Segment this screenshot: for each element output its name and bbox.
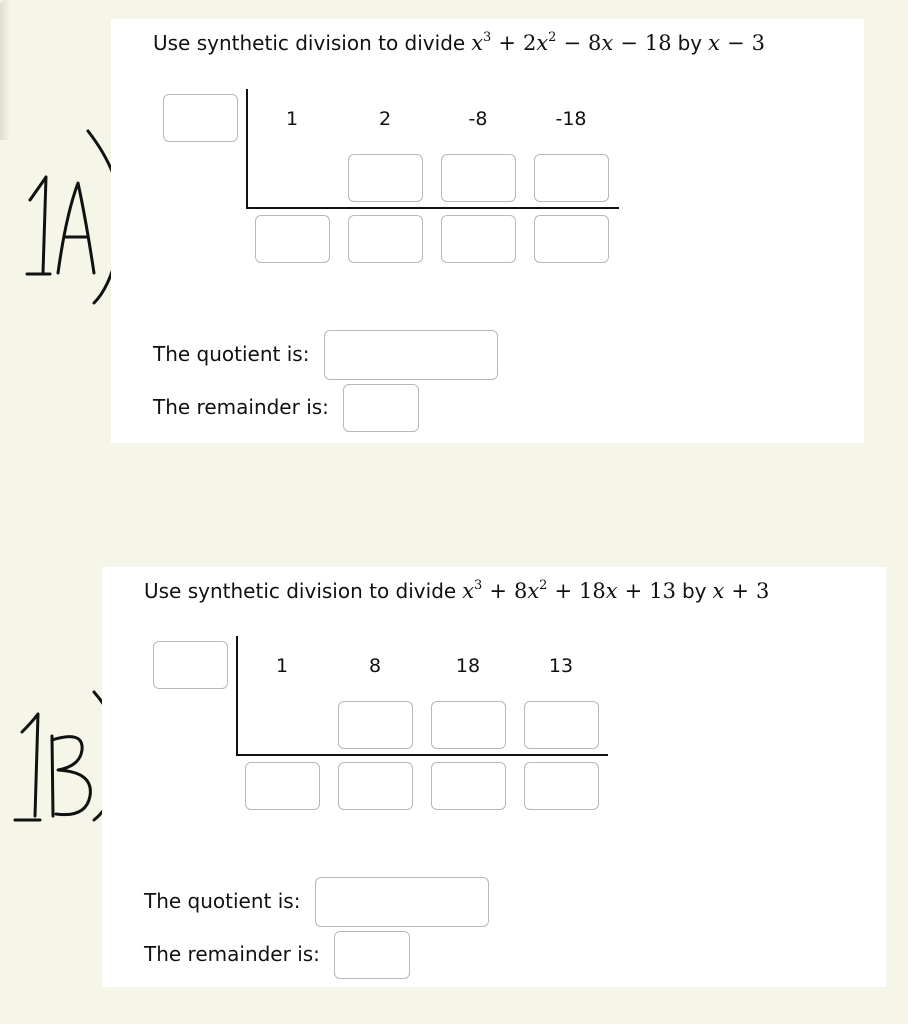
coefficient-2: 2 — [378, 108, 392, 130]
coefficient-4: 13 — [548, 655, 574, 677]
division-bracket-horizontal — [246, 207, 619, 209]
coefficient-1: 1 — [275, 655, 289, 677]
sum-input-3[interactable] — [431, 762, 506, 810]
window-edge-shadow — [0, 0, 10, 140]
divisor-root-input[interactable] — [153, 641, 228, 689]
dividend-polynomial: $x^3 + 2x^2 - 8x - 18$ — [471, 30, 672, 55]
remainder-label: The remainder is: — [153, 395, 329, 419]
coefficient-2: 8 — [368, 655, 382, 677]
division-bracket-horizontal — [236, 754, 608, 756]
sum-input-3[interactable] — [441, 215, 516, 263]
product-input-4[interactable] — [534, 154, 609, 202]
problem-1b-card — [102, 567, 886, 987]
sum-input-2[interactable] — [348, 215, 423, 263]
quotient-input[interactable] — [315, 877, 489, 927]
sum-input-2[interactable] — [338, 762, 413, 810]
divisor-expression: x + 3 — [712, 579, 770, 603]
problem-1a-prompt — [153, 31, 765, 55]
divisor-expression: x − 3 — [708, 31, 765, 55]
coefficient-3: -8 — [468, 108, 488, 130]
dividend-polynomial: $x^3 + 8x^2 + 18x + 13$ — [462, 578, 676, 603]
quotient-label: The quotient is: — [153, 342, 310, 366]
division-bracket-vertical — [246, 89, 248, 209]
prompt-text: Use synthetic division to divide — [144, 579, 457, 603]
sum-input-4[interactable] — [534, 215, 609, 263]
product-input-3[interactable] — [431, 701, 506, 749]
product-input-2[interactable] — [338, 701, 413, 749]
product-input-2[interactable] — [348, 154, 423, 202]
coefficient-1: 1 — [285, 108, 299, 130]
sum-input-1[interactable] — [245, 762, 320, 810]
by-word: by — [677, 31, 703, 55]
divisor-root-input[interactable] — [163, 94, 238, 142]
remainder-label: The remainder is: — [144, 942, 320, 966]
quotient-label: The quotient is: — [144, 889, 301, 913]
quotient-input[interactable] — [324, 330, 498, 380]
by-word: by — [681, 579, 707, 603]
product-input-4[interactable] — [524, 701, 599, 749]
prompt-text: Use synthetic division to divide — [153, 31, 466, 55]
product-input-3[interactable] — [441, 154, 516, 202]
problem-1b-prompt — [144, 579, 769, 603]
coefficient-4: -18 — [555, 108, 587, 130]
problem-1a-card — [111, 19, 864, 443]
remainder-input[interactable] — [334, 931, 410, 979]
remainder-input[interactable] — [343, 384, 419, 432]
division-bracket-vertical — [236, 636, 238, 756]
coefficient-3: 18 — [455, 655, 481, 677]
sum-input-4[interactable] — [524, 762, 599, 810]
sum-input-1[interactable] — [255, 215, 330, 263]
